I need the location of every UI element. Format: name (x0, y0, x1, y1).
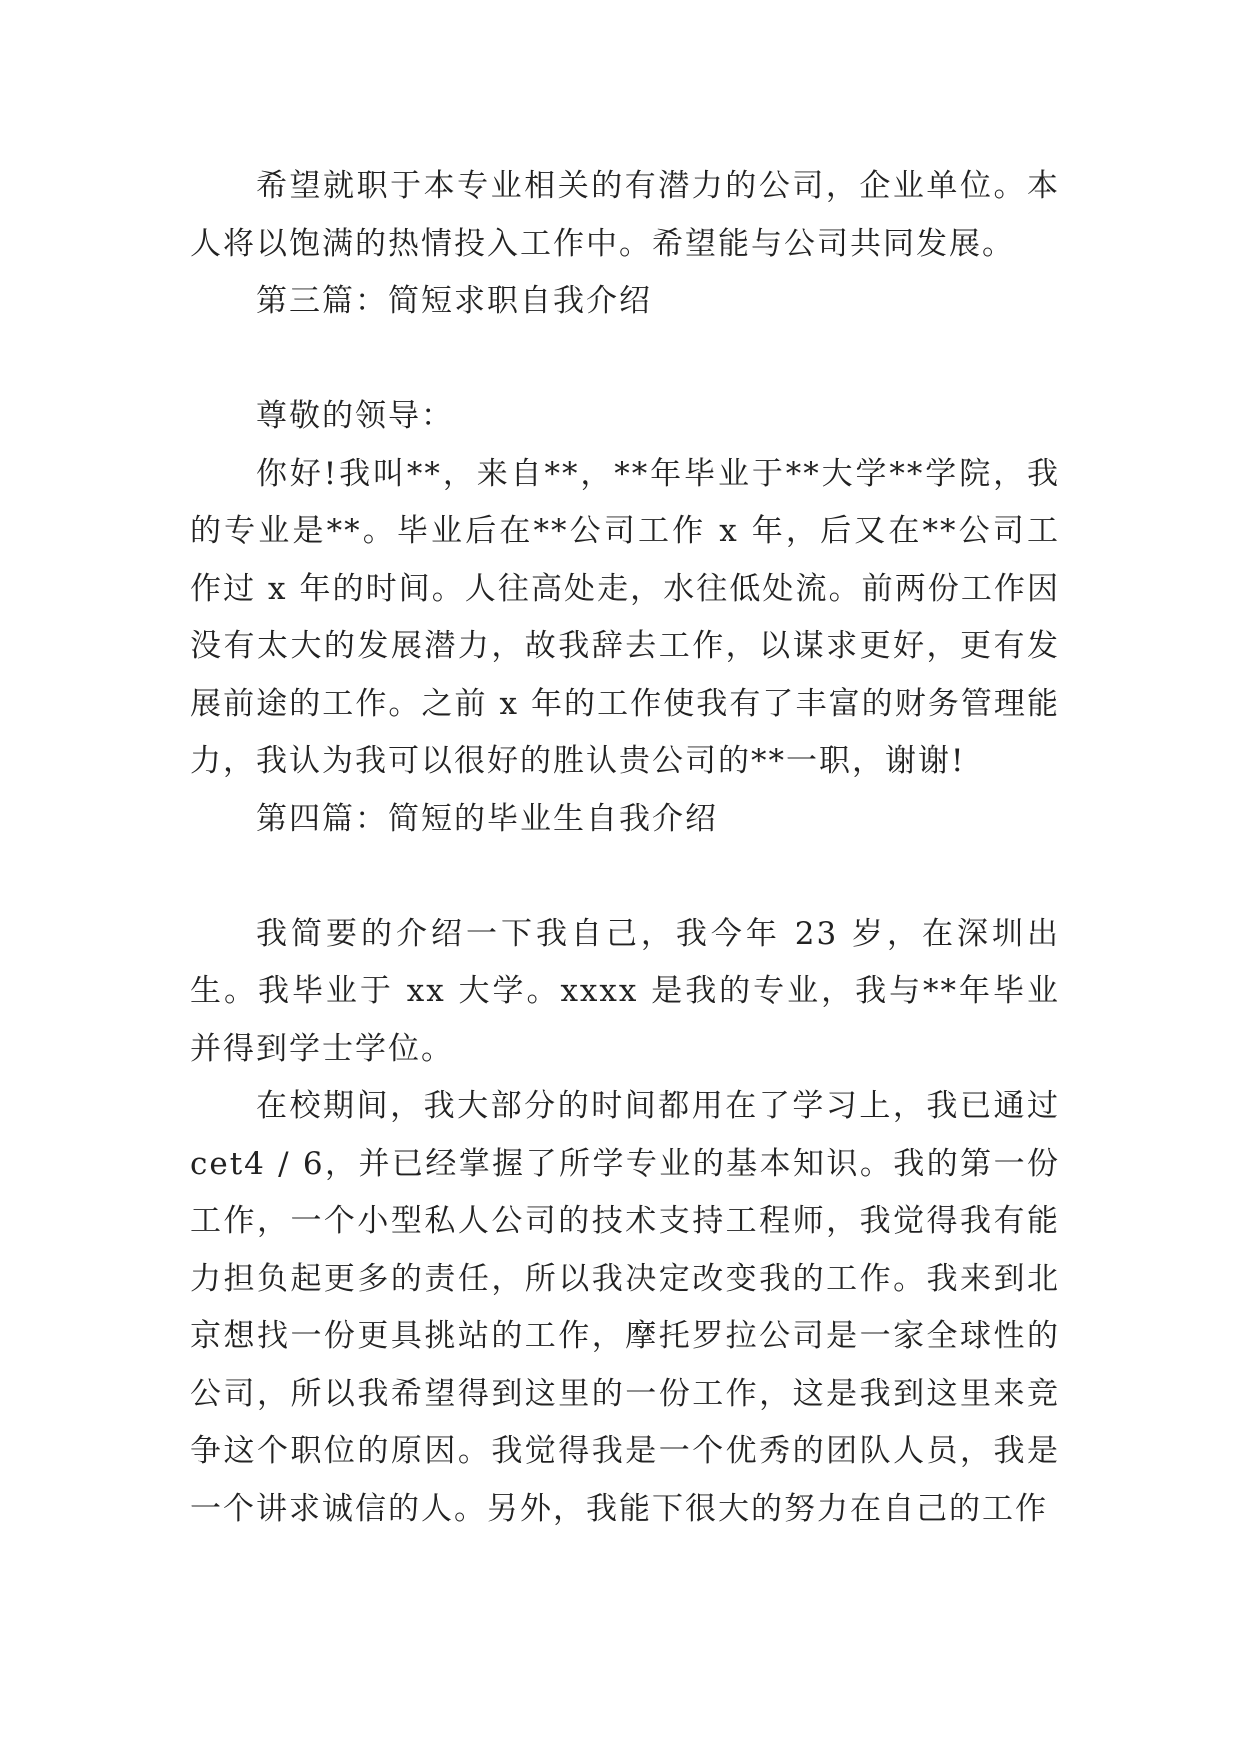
section-heading-part-3: 第三篇：简短求职自我介绍 (256, 283, 652, 319)
document-body (190, 158, 1060, 1538)
paragraph-self-intro-2: 我简要的介绍一下我自己，我今年 23 岁，在深圳出生。我毕业于 xx 大学。xxxx 是我的专业，我与**年毕业并得到学士学位。 (190, 915, 1060, 1067)
paragraph-job-hope: 希望就职于本专业相关的有潜力的公司，企业单位。本人将以饱满的热情投入工作中。希望能与公司共同发展。 (190, 168, 1060, 262)
blank-line (190, 848, 1060, 906)
blank-line (190, 331, 1060, 389)
section-heading-part-4: 第四篇：简短的毕业生自我介绍 (256, 800, 718, 837)
paragraph-school-and-work: 在校期间，我大部分的时间都用在了学习上，我已通过 cet4 / 6，并已经掌握了所学专业的基本知识。我的第一份工作，一个小型私人公司的技术支持工程师，我觉得我有能力担负起更多的责任，所以我决定改变我的工作。我来到北京想找一份更具挑站的工作，摩托罗拉公司是一家全球性的公司，所以我希望得到这里的一份工作，这是我到这里来竞争这个职位的原因。我觉得我是一个优秀的团队人员，我是一个讲求诚信的人。另外，我能下很大的努力在自己的工作 (190, 1088, 1060, 1527)
paragraph-salutation: 尊敬的领导： (256, 398, 454, 434)
paragraph-self-intro-1: 你好!我叫**，来自**，**年毕业于**大学**学院，我的专业是**。毕业后在**公司工作 x 年，后又在**公司工作过 x 年的时间。人往高处走，水往低处流。前两份工作因没有太大的发展潜力，故我辞去工作，以谋求更好，更有发展前途的工作。之前 x 年的工作使我有了丰富的财务管理能力，我认为我可以很好的胜认贵公司的**一职，谢谢! (190, 455, 1060, 779)
